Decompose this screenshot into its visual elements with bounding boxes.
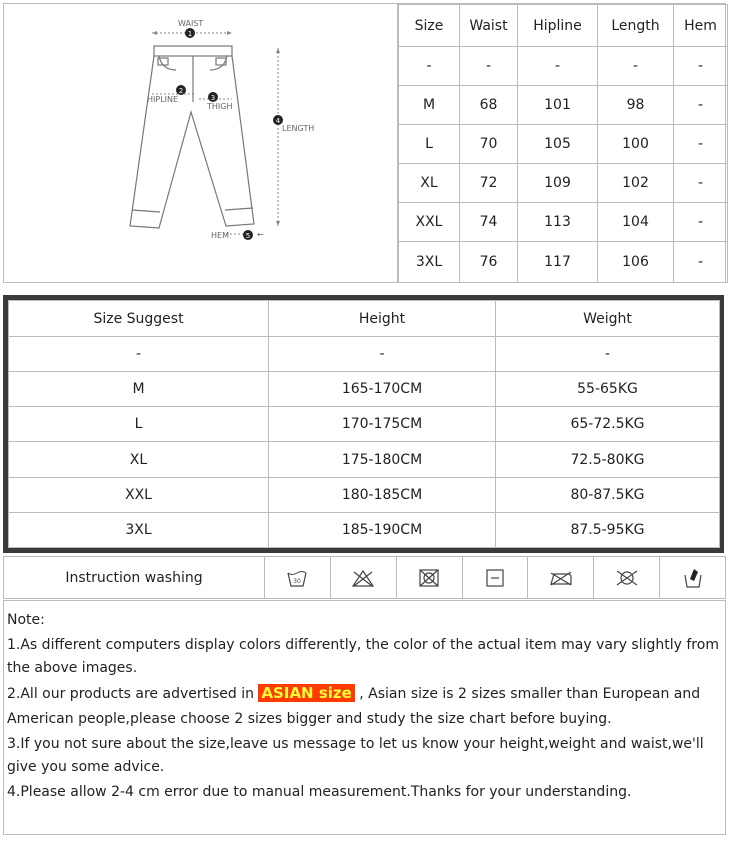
header-cell: Height xyxy=(269,301,496,337)
header-cell: Length xyxy=(598,5,674,47)
table-cell: 180-185CM xyxy=(269,477,496,512)
hand-wash-30-icon xyxy=(265,557,331,598)
pants-measurement-illustration xyxy=(4,4,398,282)
marker-5: 5 xyxy=(245,232,251,240)
table-row xyxy=(399,203,728,242)
table-cell: 74 xyxy=(460,203,518,242)
table-row xyxy=(399,125,728,164)
table-cell: 185-190CM xyxy=(269,512,496,547)
table-cell: M xyxy=(9,372,269,407)
table-cell: 80-87.5KG xyxy=(496,477,720,512)
table-cell: L xyxy=(9,407,269,442)
waist-label: WAIST xyxy=(178,19,204,28)
table-cell: 105 xyxy=(518,125,598,164)
table-row xyxy=(399,164,728,203)
table-cell: 3XL xyxy=(9,512,269,547)
table-cell: 175-180CM xyxy=(269,442,496,477)
washing-instructions xyxy=(3,556,726,599)
table-row xyxy=(9,442,720,477)
table-cell: 109 xyxy=(518,164,598,203)
length-label: LENGTH xyxy=(282,124,315,133)
pants-diagram xyxy=(4,4,398,282)
table-cell: - xyxy=(674,203,728,242)
marker-4: 4 xyxy=(275,117,281,125)
note-title: Note: xyxy=(7,612,45,628)
table-cell: XXL xyxy=(399,203,460,242)
note-1: 1.As different computers display colors differently, the color of the actual item may vary slightly from the above images. xyxy=(7,637,719,676)
table-cell: 65-72.5KG xyxy=(496,407,720,442)
svg-text:30: 30 xyxy=(293,577,302,585)
table-row xyxy=(399,47,728,86)
note-2-line-2: American people,please choose 2 sizes bigger and study the size chart before buying. xyxy=(7,711,612,727)
table-row xyxy=(399,242,728,283)
size-chart-section xyxy=(3,3,726,283)
table-header-row xyxy=(399,5,728,47)
thigh-label: THIGH xyxy=(207,102,233,111)
table-cell: 72 xyxy=(460,164,518,203)
table-cell: - xyxy=(399,47,460,86)
no-dry-clean-icon xyxy=(594,557,660,598)
hipline-label: HIPLINE xyxy=(147,95,179,104)
table-cell: M xyxy=(399,86,460,125)
table-row xyxy=(399,86,728,125)
table-cell: - xyxy=(674,47,728,86)
table-row xyxy=(9,407,720,442)
table-cell: XXL xyxy=(9,477,269,512)
table-cell: 68 xyxy=(460,86,518,125)
table-cell: L xyxy=(399,125,460,164)
hem-label: HEM xyxy=(211,231,229,240)
table-row xyxy=(9,477,720,512)
size-measurement-table xyxy=(398,4,728,283)
table-cell: - xyxy=(674,164,728,203)
hang-dry-icon xyxy=(660,557,725,598)
table-cell: 113 xyxy=(518,203,598,242)
marker-3: 3 xyxy=(210,94,216,102)
iron-low-icon xyxy=(528,557,594,598)
table-cell: 101 xyxy=(518,86,598,125)
washing-label: Instruction washing xyxy=(4,557,265,598)
note-4: 4.Please allow 2-4 cm error due to manual measurement.Thanks for your understanding. xyxy=(7,784,632,800)
notes-section xyxy=(3,600,726,835)
table-header-row xyxy=(9,301,720,337)
table-cell: 72.5-80KG xyxy=(496,442,720,477)
table-cell: - xyxy=(674,125,728,164)
table-cell: 165-170CM xyxy=(269,372,496,407)
table-cell: - xyxy=(674,86,728,125)
asian-size-highlight: ASIAN size xyxy=(258,684,354,702)
no-bleach-icon xyxy=(331,557,397,598)
header-cell: Waist xyxy=(460,5,518,47)
table-row xyxy=(9,372,720,407)
table-cell: 170-175CM xyxy=(269,407,496,442)
table-cell: 98 xyxy=(598,86,674,125)
dry-flat-icon xyxy=(463,557,529,598)
header-cell: Size xyxy=(399,5,460,47)
table-cell: 87.5-95KG xyxy=(496,512,720,547)
table-cell: 55-65KG xyxy=(496,372,720,407)
table-cell: - xyxy=(496,337,720,372)
table-cell: 3XL xyxy=(399,242,460,283)
table-row xyxy=(9,512,720,547)
table-cell: - xyxy=(9,337,269,372)
size-suggest-table xyxy=(8,300,720,548)
size-suggest-section xyxy=(3,295,724,553)
note-2-prefix: 2.All our products are advertised in xyxy=(7,686,259,702)
table-cell: 117 xyxy=(518,242,598,283)
table-cell: - xyxy=(674,242,728,283)
table-cell: - xyxy=(460,47,518,86)
header-cell: Hem xyxy=(674,5,728,47)
header-cell: Weight xyxy=(496,301,720,337)
header-cell: Size Suggest xyxy=(9,301,269,337)
table-cell: XL xyxy=(399,164,460,203)
svg-text:←: ← xyxy=(257,230,264,239)
table-cell: 100 xyxy=(598,125,674,164)
table-cell: - xyxy=(269,337,496,372)
no-tumble-dry-icon xyxy=(397,557,463,598)
note-2-suffix: , Asian size is 2 sizes smaller than European and xyxy=(354,686,701,702)
header-cell: Hipline xyxy=(518,5,598,47)
table-cell: XL xyxy=(9,442,269,477)
table-cell: 76 xyxy=(460,242,518,283)
marker-2: 2 xyxy=(178,87,184,95)
table-cell: 106 xyxy=(598,242,674,283)
table-row xyxy=(9,337,720,372)
table-cell: 70 xyxy=(460,125,518,164)
table-cell: 104 xyxy=(598,203,674,242)
marker-1: 1 xyxy=(187,30,193,38)
table-cell: - xyxy=(598,47,674,86)
table-cell: - xyxy=(518,47,598,86)
table-cell: 102 xyxy=(598,164,674,203)
note-3: 3.If you not sure about the size,leave us message to let us know your height,weight and waist,we'll give you some advice. xyxy=(7,736,704,775)
note-2 xyxy=(7,682,721,706)
